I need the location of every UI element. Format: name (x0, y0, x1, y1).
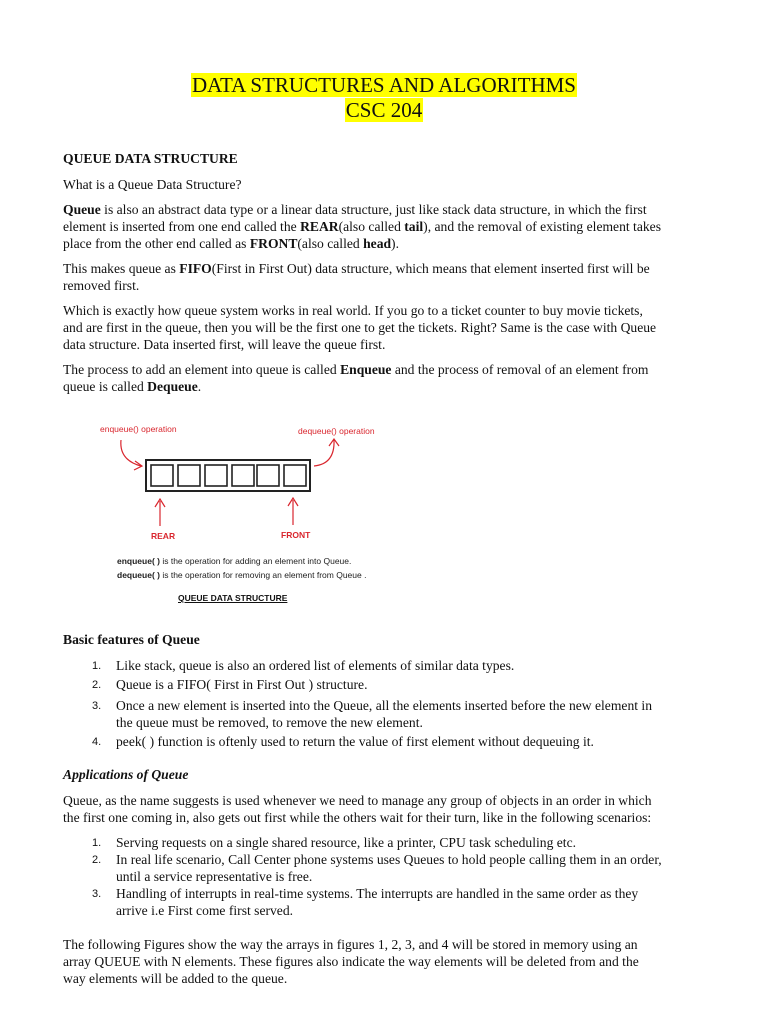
queue-cell (284, 465, 306, 486)
list-item: 1. Serving requests on a single shared resource, like a printer, CPU task scheduling etc. (92, 835, 577, 850)
term-fifo: FIFO (179, 261, 212, 276)
queue-cell (257, 465, 279, 486)
list-item: 4. peek( ) function is oftenly used to return the value of first element without dequeuing it. (92, 734, 594, 749)
enqueue-arrow (121, 440, 141, 466)
list-item: 3. Handling of interrupts in real-time systems. The interrupts are handled in the same order as they arrive i.e First come first served. (92, 886, 639, 918)
list-item: 2. In real life scenario, Call Center phone systems uses Queues to hold people calling them in an order, until a service representative is free. (92, 852, 662, 884)
definition-paragraph: Queue is also an abstract data type or a linear data structure, just like stack data structure, in which the first element is inserted from one end called the REAR(also called tail), and the removal of existing element takes place from the other end called as FRONT(also called head). (63, 202, 661, 251)
enqueue-dequeue-paragraph: The process to add an element into queue is called Enqueue and the process of removal of an element from queue is called Dequeue. (63, 362, 649, 394)
queue-diagram (63, 408, 663, 620)
diagram-title: QUEUE DATA STRUCTURE (178, 593, 288, 603)
applications-heading: Applications of Queue (63, 767, 189, 782)
enqueue-operation-label: enqueue() operation (100, 424, 177, 434)
term-tail: tail (404, 219, 424, 234)
front-label: FRONT (281, 530, 311, 540)
section-heading: QUEUE DATA STRUCTURE (63, 151, 238, 166)
features-list (63, 657, 663, 750)
enqueue-caption: enqueue( ) is the operation for adding an element into Queue. (117, 556, 352, 566)
applications-intro: Queue, as the name suggests is used whenever we need to manage any group of objects in an order in which the first one coming in, also gets out first while the others wait for their turn, like in the following scenarios: (63, 793, 652, 825)
title-line-2: CSC 204 (345, 98, 423, 122)
queue-cell (151, 465, 173, 486)
document-body (63, 150, 663, 995)
document-title (0, 73, 768, 123)
dequeue-caption: dequeue( ) is the operation for removing an element from Queue . (117, 570, 367, 580)
dequeue-operation-label: dequeue() operation (298, 426, 375, 436)
list-item: 2. Queue is a FIFO( First in First Out ) structure. (92, 677, 368, 692)
term-dequeue: Dequeue (147, 379, 198, 394)
term-rear: REAR (300, 219, 339, 234)
closing-paragraph: The following Figures show the way the arrays in figures 1, 2, 3, and 4 will be stored in memory using an array QUEUE with N elements. These figures also indicate the way elements will be deleted from and the way elements will be added to the queue. (63, 937, 639, 986)
queue-cell (205, 465, 227, 486)
list-item: 1. Like stack, queue is also an ordered list of elements of similar data types. (92, 658, 515, 673)
real-world-paragraph: Which is exactly how queue system works in real world. If you go to a ticket counter to buy movie tickets, and are first in the queue, then you will be the first one to get the tickets. Right? Same is the case with Queue data structure. Data inserted first, will leave the queue first. (63, 303, 657, 352)
applications-list (63, 834, 663, 919)
queue-cell (178, 465, 200, 486)
fifo-paragraph: This makes queue as FIFO(First in First Out) data structure, which means that element inserted first will be removed first. (63, 261, 650, 293)
term-queue: Queue (63, 202, 101, 217)
term-enqueue: Enqueue (340, 362, 392, 377)
term-head: head (363, 236, 392, 251)
queue-cell (232, 465, 254, 486)
rear-label: REAR (151, 531, 176, 541)
list-item: 3. Once a new element is inserted into the Queue, all the elements inserted before the new element in the queue must be removed, to remove the new element. (92, 698, 652, 730)
term-front: FRONT (249, 236, 298, 251)
title-line-1: DATA STRUCTURES AND ALGORITHMS (192, 73, 576, 97)
question-paragraph: What is a Queue Data Structure? (63, 177, 242, 192)
queue-diagram-graphic (63, 408, 663, 620)
queue-cells (146, 460, 310, 491)
features-heading: Basic features of Queue (63, 632, 200, 647)
